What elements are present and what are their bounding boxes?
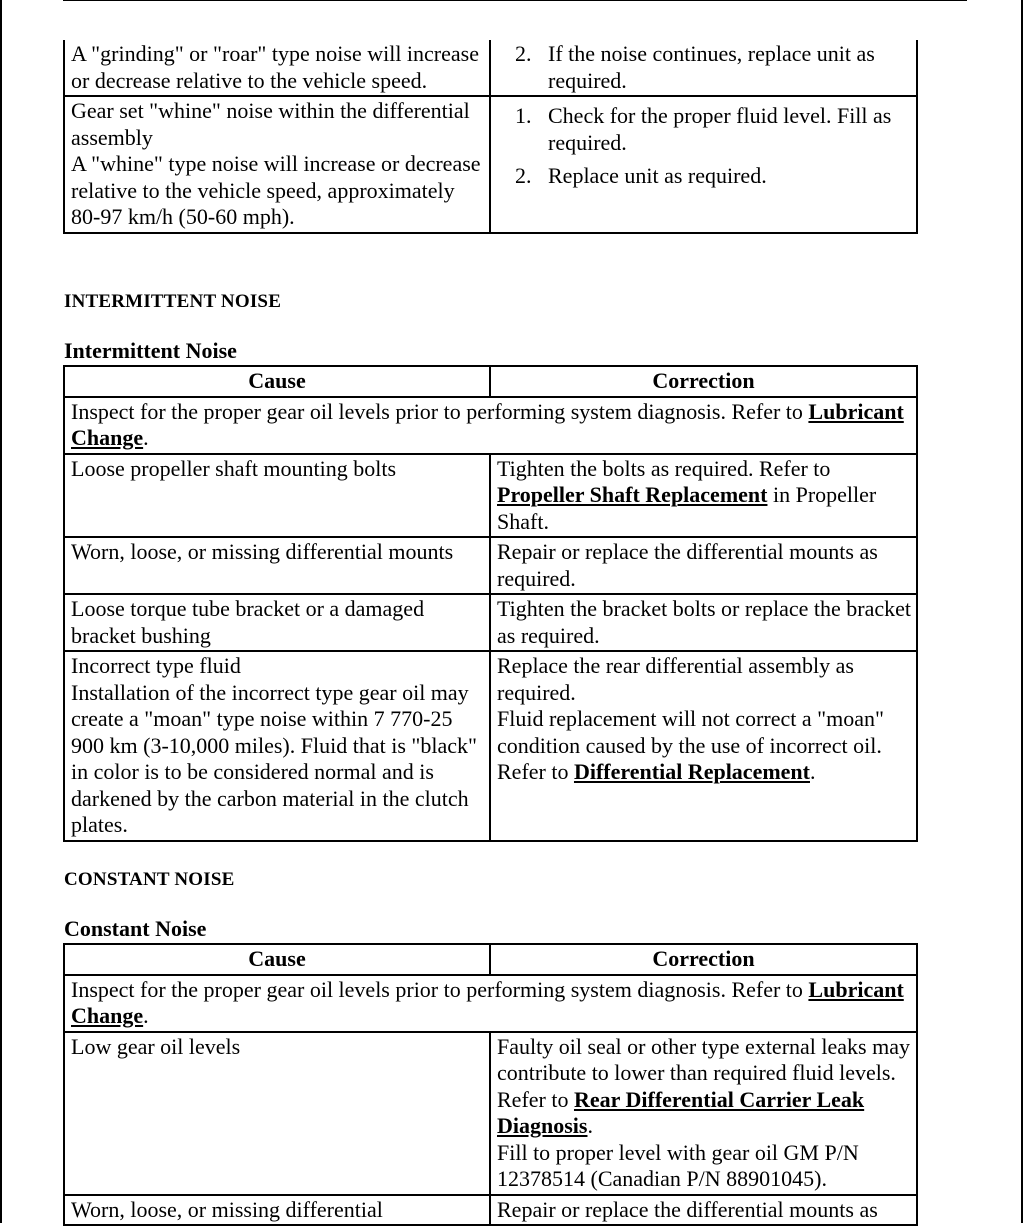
section-heading-constant: CONSTANT NOISE bbox=[64, 869, 235, 890]
section-heading-intermittent: INTERMITTENT NOISE bbox=[64, 291, 282, 312]
correction-cell bbox=[490, 1032, 917, 1195]
table-row bbox=[64, 40, 917, 96]
continued-table bbox=[63, 40, 918, 234]
table-row bbox=[64, 96, 917, 233]
correction-cell bbox=[490, 96, 917, 233]
cause-text: Loose torque tube bracket or a damaged bracket bushing bbox=[71, 596, 425, 648]
step-number: 2. bbox=[515, 163, 532, 188]
cause-text: Low gear oil levels bbox=[71, 1033, 241, 1059]
list-item bbox=[497, 41, 912, 94]
table-header-row bbox=[64, 944, 917, 975]
differential-replacement-link[interactable]: Differential Replacement bbox=[573, 759, 810, 784]
correction-cell bbox=[490, 594, 917, 651]
correction-detail: Fluid replacement will not correct a "moan" condition caused by the use of incorrect oil. Refer to bbox=[497, 706, 884, 784]
cause-detail: Installation of the incorrect type gear oil may create a "moan" type noise within 7 770-25 900 km (3-10,000 miles). Fluid that is "black" in color is to be considered normal and is darkened by the carbon material in the clutch plates. bbox=[71, 679, 477, 837]
correction-punct: . bbox=[587, 1113, 593, 1138]
cause-cell bbox=[64, 537, 490, 594]
header-correction: Correction bbox=[490, 366, 917, 397]
correction-text: Repair or replace the differential mounts as bbox=[497, 1196, 878, 1222]
correction-text: Tighten the bolts as required. Refer to bbox=[497, 455, 831, 481]
correction-punct: . bbox=[810, 759, 816, 784]
cause-detail: A "whine" type noise will increase or decrease relative to the vehicle speed, approximately 80-97 km/h (50-60 mph). bbox=[71, 151, 481, 229]
correction-text: Tighten the bracket bolts or replace the bracket as required. bbox=[497, 596, 911, 648]
top-rule bbox=[63, 0, 967, 1]
table-row bbox=[64, 975, 917, 1032]
table-row bbox=[64, 594, 917, 651]
cause-cell bbox=[64, 1195, 490, 1226]
cause-cell bbox=[64, 594, 490, 651]
table-title-constant: Constant Noise bbox=[64, 916, 207, 941]
note-cell bbox=[64, 975, 917, 1032]
cause-text: Gear set "whine" noise within the differential assembly bbox=[71, 98, 470, 150]
table-title-intermittent: Intermittent Noise bbox=[64, 338, 237, 363]
cause-text: Loose propeller shaft mounting bolts bbox=[71, 455, 397, 481]
intermittent-noise-table bbox=[63, 365, 918, 842]
correction-steps bbox=[497, 103, 912, 190]
correction-cell bbox=[490, 1195, 917, 1226]
rear-differential-carrier-leak-diagnosis-link[interactable]: Rear Differential Carrier Leak Diagnosis bbox=[497, 1086, 865, 1138]
note-text: Inspect for the proper gear oil levels prior to performing system diagnosis. Refer to bbox=[71, 976, 809, 1002]
page-left-border bbox=[0, 0, 2, 1223]
cause-cell bbox=[64, 96, 490, 233]
table-row bbox=[64, 454, 917, 538]
step-text: If the noise continues, replace unit as required. bbox=[548, 41, 875, 93]
note-punct: . bbox=[143, 425, 149, 450]
cause-cell bbox=[64, 651, 490, 841]
correction-steps bbox=[497, 41, 912, 94]
header-correction: Correction bbox=[490, 944, 917, 975]
step-number: 2. bbox=[515, 41, 532, 66]
lubricant-change-link[interactable]: Lubricant Change bbox=[71, 398, 904, 450]
correction-text: Faulty oil seal or other type external leaks may contribute to lower than required fluid levels. Refer to bbox=[497, 1033, 910, 1112]
cause-cell bbox=[64, 40, 490, 96]
lubricant-change-link[interactable]: Lubricant Change bbox=[71, 976, 904, 1028]
page-right-border bbox=[1021, 0, 1023, 1223]
correction-detail: Fill to proper level with gear oil GM P/N 12378514 (Canadian P/N 88901045). bbox=[497, 1139, 859, 1191]
cause-text: Worn, loose, or missing differential mounts bbox=[71, 539, 454, 564]
table-row bbox=[64, 397, 917, 454]
correction-text: Replace the rear differential assembly as required. bbox=[497, 653, 854, 705]
cause-cell bbox=[64, 1032, 490, 1195]
correction-text-tail: in Propeller Shaft. bbox=[497, 482, 877, 534]
correction-text: Repair or replace the differential mounts as required. bbox=[497, 539, 878, 591]
correction-cell bbox=[490, 651, 917, 841]
correction-cell bbox=[490, 40, 917, 96]
table-header-row bbox=[64, 366, 917, 397]
step-text: Check for the proper fluid level. Fill as required. bbox=[548, 103, 892, 155]
cause-text: Worn, loose, or missing differential bbox=[71, 1196, 383, 1222]
header-cause: Cause bbox=[64, 366, 490, 397]
table-row bbox=[64, 1195, 917, 1226]
table-row bbox=[64, 651, 917, 841]
table-row bbox=[64, 537, 917, 594]
list-item bbox=[497, 163, 912, 190]
table-row bbox=[64, 1032, 917, 1195]
header-cause: Cause bbox=[64, 944, 490, 975]
step-number: 1. bbox=[515, 103, 532, 128]
propeller-shaft-replacement-link[interactable]: Propeller Shaft Replacement bbox=[497, 482, 768, 507]
list-item bbox=[497, 103, 912, 156]
step-text: Replace unit as required. bbox=[548, 163, 767, 188]
cause-cell bbox=[64, 454, 490, 538]
correction-cell bbox=[490, 537, 917, 594]
cause-text: A "grinding" or "roar" type noise will increase or decrease relative to the vehicle speed. bbox=[71, 41, 479, 93]
constant-noise-table bbox=[63, 943, 918, 1226]
cause-text: Incorrect type fluid bbox=[71, 653, 241, 678]
correction-cell bbox=[490, 454, 917, 538]
note-cell bbox=[64, 397, 917, 454]
note-punct: . bbox=[143, 1003, 149, 1028]
note-text: Inspect for the proper gear oil levels prior to performing system diagnosis. Refer to bbox=[71, 398, 809, 424]
